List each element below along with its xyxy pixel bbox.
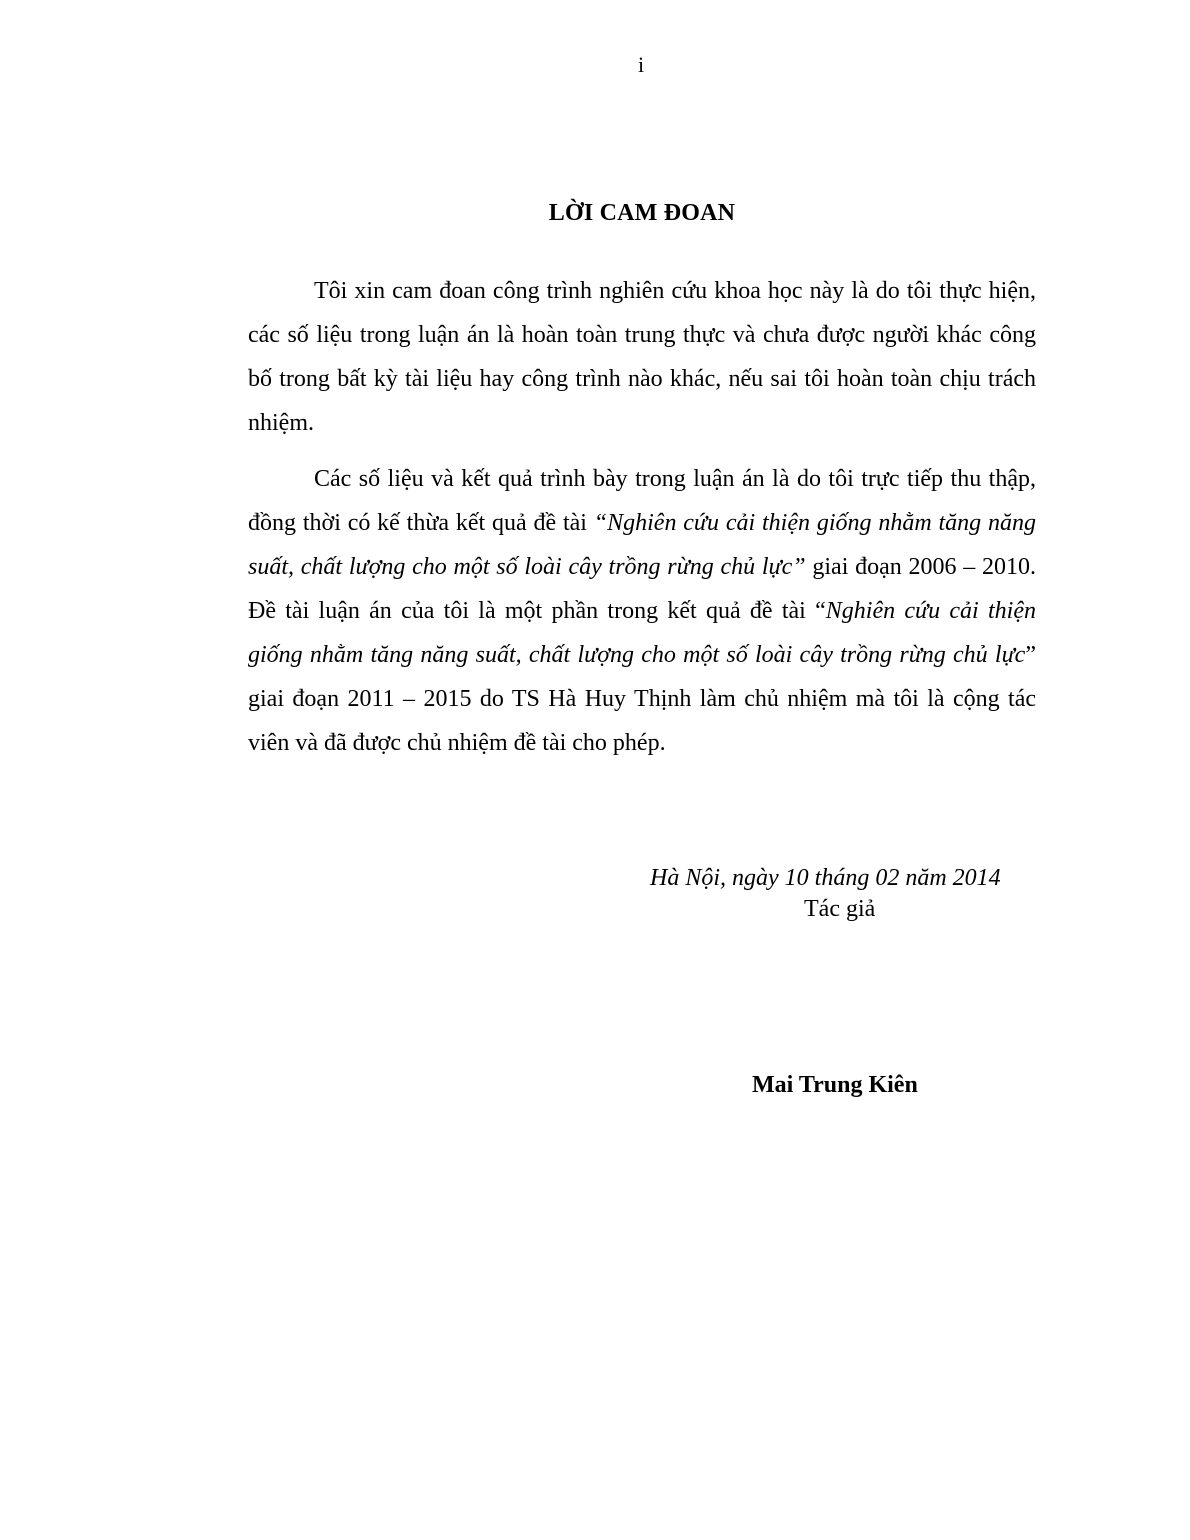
page-number: i [637, 52, 645, 77]
paragraph-2-text-1: Các số liệu và kết quả trình bày trong luận án là do tôi trực tiếp thu thập, đồng thời có kế thừa kết quả đề tài [248, 466, 1036, 536]
signature-date: Hà Nội, ngày 10 tháng 02 năm 2014 [650, 865, 1001, 891]
paragraph-2-text-3: ” giai đoạn 2011 – 2015 do TS Hà Huy Thịnh làm chủ nhiệm mà tôi là cộng tác viên và đã được chủ nhiệm đề tài cho phép. [248, 642, 1036, 756]
paragraph-2-italic-title-2: Nghiên cứu cải thiện giống nhằm tăng năng suất, chất lượng cho một số loài cây trồng rừng chủ lực [248, 598, 1036, 668]
signature-role: Tác giả [804, 896, 876, 922]
declaration-body [248, 200, 1036, 777]
paragraph-1: Tôi xin cam đoan công trình nghiên cứu khoa học này là do tôi thực hiện, các số liệu trong luận án là hoàn toàn trung thực và chưa được người khác công bố trong bất kỳ tài liệu hay công trình nào khác, nếu sai tôi hoàn toàn chịu trách nhiệm. [248, 278, 1036, 436]
signature-name: Mai Trung Kiên [752, 1072, 918, 1098]
paragraph-2 [248, 457, 1036, 765]
paragraph-2-italic-title-1: “Nghiên cứu cải thiện giống nhằm tăng năng suất, chất lượng cho một số loài cây trồng rừng chủ lực” [248, 510, 1036, 580]
page-title: LỜI CAM ĐOAN [548, 200, 736, 226]
paragraph-2-text-2: giai đoạn 2006 – 2010. Đề tài luận án của tôi là một phần trong kết quả đề tài “ [248, 554, 1037, 624]
